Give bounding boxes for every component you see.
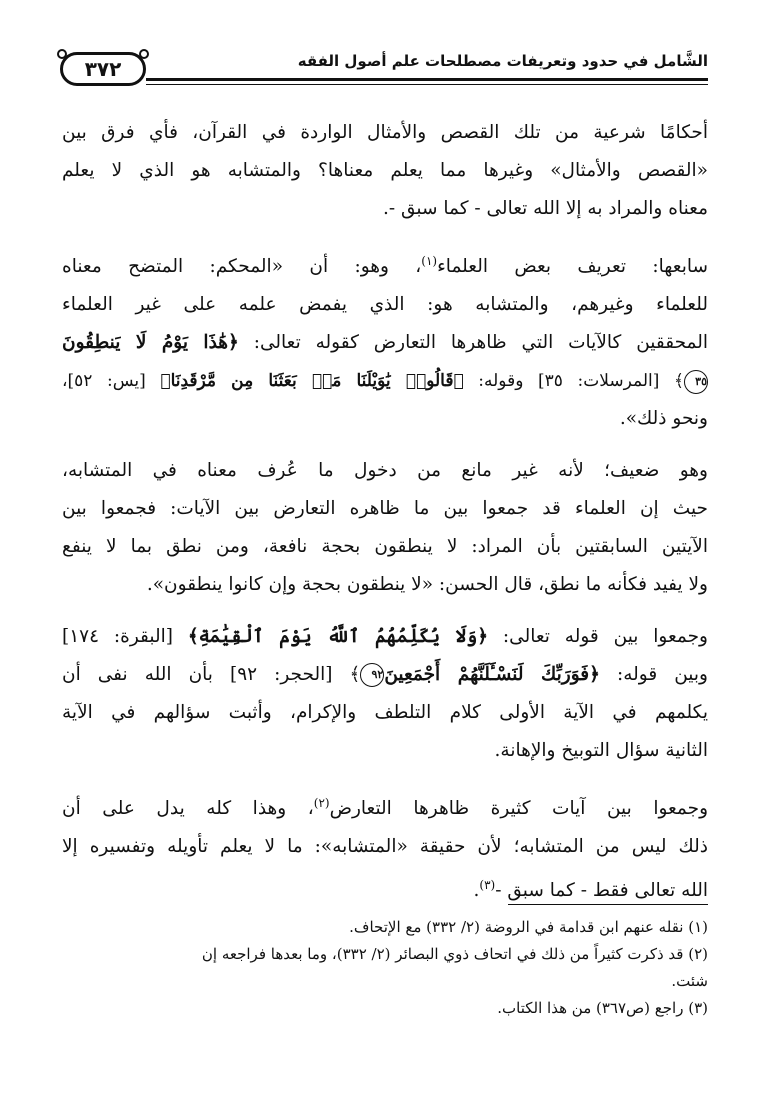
page-header: [60, 44, 708, 90]
text-run: ﴾ [الحجر: ٩٢] بأن الله نفى أن: [62, 664, 361, 686]
paragraph-5: [62, 784, 708, 910]
text-line: ولا يفيد فكأنه ما نطق، قال الحسن: «لا ينطقون بحجة وإن كانوا ينطقون».: [146, 574, 708, 596]
text-line: «القصص والأمثال» وغيرها مما يعلم معناها؟ والمتشابه هو الذي لا يعلم: [62, 160, 708, 181]
text-run: .: [473, 880, 480, 902]
page-number: ٣٧٢: [84, 57, 122, 81]
surah-citation: [يس: ٥٢]،: [62, 371, 161, 392]
text-line: أحكامًا شرعية من تلك القصص والأمثال الواردة في القرآن، فأي فرق بين: [62, 122, 708, 143]
text-run: وجمعوا بين قوله تعالى:: [488, 626, 708, 648]
text-line: يكلمهم في الآية الأولى كلام التلطف والإكرام، وأثبت سؤالهم في الآية: [62, 702, 708, 724]
ayah-number-mark: ٣٥: [684, 370, 708, 394]
text-line: [62, 784, 708, 828]
text-line: حيث إن العلماء قد جمعوا بين ما ظاهره التعارض بين الآيات: فجمعوا بين: [62, 498, 708, 520]
footnote-ref[interactable]: (١): [421, 254, 438, 268]
text-run: ، وهذا كله يدل على أن: [62, 798, 314, 820]
text-run: الله تعالى فقط - كما سبق -: [495, 880, 708, 902]
text-run: ، وهو: أن «المحكم: المتضح معناه: [62, 256, 422, 278]
text-line: [62, 362, 708, 400]
footnote: (٣) راجع (ص٣٦٧) من هذا الكتاب.: [497, 999, 708, 1017]
text-run: وبين قوله:: [599, 664, 708, 686]
text-run: ﴾ [المرسلات: ٣٥] وقوله:: [463, 371, 684, 392]
footnote: (١) نقله عنهم ابن قدامة في الروضة (٢/ ٣٣٢) مع الإتحاف.: [349, 918, 708, 936]
text-line: [62, 656, 708, 694]
quran-verse: ﴿هَٰذَا يَوْمُ لَا يَنطِقُونَ: [62, 332, 239, 354]
paragraph-2: [62, 242, 708, 438]
text-line: الثانية سؤال التوبيخ والإهانة.: [494, 740, 708, 762]
footnote-ref[interactable]: (٣): [479, 878, 496, 893]
text-run: المحققين كالآيات التي ظاهرها التعارض كقوله تعالى:: [238, 332, 708, 354]
text-run: وجمعوا بين آيات كثيرة ظاهرها التعارض: [329, 798, 708, 820]
surah-citation: [البقرة: ١٧٤]: [62, 626, 188, 648]
text-line: ذلك ليس من المتشابه؛ لأن حقيقة «المتشابه»: ما لا يعلم تأويله وتفسيره إلا: [62, 836, 708, 858]
quran-verse: ﴿قَالُوا۟ يَٰوَيْلَنَا مَنۢ بَعَثَنَا مِن مَّرْقَدِنَا﴾: [160, 371, 464, 392]
header-rule-thick: [146, 78, 708, 81]
footnote: (٢) قد ذكرت كثيراً من ذلك في اتحاف ذوي البصائر (٢/ ٣٣٢)، وما بعدها فراجعه إن: [201, 945, 708, 963]
paragraph-1: [62, 114, 708, 228]
text-line: ونحو ذلك».: [619, 408, 708, 430]
text-line: الآيتين السابقتين بأن المراد: لا ينطقون بحجة نافعة، ومن نطق بما لا ينفع: [62, 536, 708, 558]
ayah-number-mark: ٩٢: [360, 663, 384, 687]
text-line: وهو ضعيف؛ لأنه غير مانع من دخول ما عُرف معناه في المتشابه،: [62, 460, 708, 482]
paragraph-3: [62, 452, 708, 604]
main-text: [62, 114, 708, 924]
quran-verse: ﴿فَوَرَبِّكَ لَنَسْـَٔلَنَّهُمْ أَجْمَعِينَ: [384, 664, 600, 686]
paragraph-4: [62, 618, 708, 770]
footnote-ref[interactable]: (٢): [313, 796, 330, 811]
text-line: [62, 242, 708, 286]
footnote-separator: [508, 904, 708, 905]
text-run: سابعها: تعريف بعض العلماء: [437, 256, 708, 278]
text-line: [62, 324, 708, 362]
running-title: الشَّامل في حدود وتعريفات مصطلحات علم أصول الفقه: [297, 52, 708, 70]
text-line: معناه والمراد به إلا الله تعالى - كما سبق -.: [382, 198, 708, 219]
header-rule-thin: [146, 84, 708, 85]
text-line: للعلماء وغيرهم، والمتشابه هو: الذي يفمض علمه على غير العلماء: [62, 294, 708, 316]
page-number-badge: [60, 52, 146, 86]
quran-verse: ﴿وَلَا يُكَلِّمُهُمُ ٱللَّهُ يَوْمَ ٱلْقِيَٰمَةِ﴾: [187, 626, 489, 648]
footnotes: [62, 914, 708, 1022]
text-line: [62, 618, 708, 656]
footnote-continuation: شئت.: [671, 972, 708, 990]
